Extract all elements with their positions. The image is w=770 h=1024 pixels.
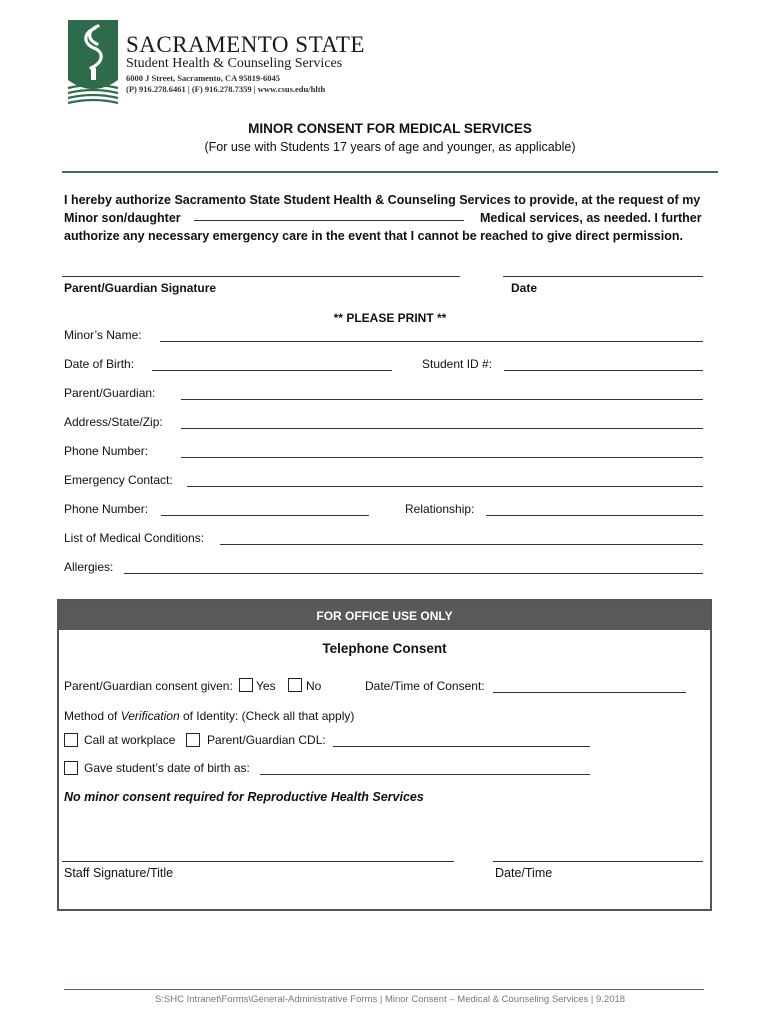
address-line-2: (P) 916.278.6461 | (F) 916.278.7359 | www.csus.edu/hlth: [126, 84, 326, 94]
gave-dob-field[interactable]: [260, 774, 590, 775]
consent-yes-label: Yes: [256, 679, 276, 693]
allergies-label: Allergies:: [64, 560, 114, 574]
verification-method-label: [64, 709, 354, 723]
telephone-consent-heading: Telephone Consent: [322, 641, 447, 656]
minor-name-inline-field[interactable]: [194, 220, 464, 221]
para-line-2: [64, 209, 714, 227]
staff-signature-label: Staff Signature/Title: [64, 866, 174, 880]
authorization-paragraph: [64, 191, 714, 245]
consent-no-label: No: [306, 679, 322, 693]
call-workplace-checkbox[interactable]: [64, 733, 78, 747]
para-line-1: I hereby authorize Sacramento State Student Health & Counseling Services to provide, at the request of my: [64, 193, 701, 207]
address-line-1: 6000 J Street, Sacramento, CA 95819-6045: [126, 73, 281, 83]
verification-prefix: Method of: [64, 709, 121, 723]
parent-signature-field[interactable]: [62, 276, 460, 277]
medical-conditions-field[interactable]: [220, 544, 703, 545]
minor-son-daughter-label: Minor son/daughter: [64, 211, 181, 225]
relationship-field[interactable]: [486, 515, 703, 516]
dob-label: Date of Birth:: [64, 357, 135, 371]
parent-signature-label: Parent/Guardian Signature: [64, 281, 217, 295]
form-title: MINOR CONSENT FOR MEDICAL SERVICES: [248, 121, 532, 136]
student-id-field[interactable]: [504, 370, 703, 371]
staff-signature-field[interactable]: [62, 861, 454, 862]
form-subtitle: (For use with Students 17 years of age and younger, as applicable): [204, 140, 576, 154]
gave-dob-checkbox[interactable]: [64, 761, 78, 775]
student-id-label: Student ID #:: [422, 357, 493, 371]
staff-datetime-field[interactable]: [493, 861, 703, 862]
please-print-heading: ** PLEASE PRINT **: [333, 311, 447, 325]
office-use-header: FOR OFFICE USE ONLY: [59, 601, 710, 630]
emergency-phone-field[interactable]: [161, 515, 369, 516]
sacramento-state-logo: [64, 18, 122, 106]
org-address: [126, 73, 325, 95]
emergency-contact-label: Emergency Contact:: [64, 473, 173, 487]
reproductive-health-note: No minor consent required for Reproductive Health Services: [64, 790, 424, 804]
org-name: SACRAMENTO STATE: [126, 32, 365, 57]
header-divider: [62, 171, 718, 173]
verification-suffix: of Identity: (Check all that apply): [179, 709, 355, 723]
allergies-field[interactable]: [124, 573, 703, 574]
medical-services-label: Medical services, as needed. I further: [480, 211, 702, 225]
dob-field[interactable]: [152, 370, 392, 371]
verification-italic: Verification: [120, 709, 180, 723]
consent-datetime-label: Date/Time of Consent:: [365, 679, 485, 693]
parent-cdl-label: Parent/Guardian CDL:: [207, 733, 326, 747]
consent-given-label: Parent/Guardian consent given:: [64, 679, 233, 693]
footer-divider: [64, 989, 704, 990]
minor-name-label: Minor’s Name:: [64, 328, 142, 342]
phone-field[interactable]: [181, 457, 703, 458]
emergency-phone-label: Phone Number:: [64, 502, 149, 516]
parent-guardian-label: Parent/Guardian:: [64, 386, 156, 400]
footer-path: S:SHC Intranet\Forms\General-Administrative Forms | Minor Consent – Medical & Counseling Services | 9.2018: [154, 994, 626, 1005]
staff-datetime-label: Date/Time: [495, 866, 553, 880]
consent-no-checkbox[interactable]: [288, 678, 302, 692]
parent-cdl-field[interactable]: [333, 746, 590, 747]
address-field[interactable]: [181, 428, 703, 429]
minor-name-field[interactable]: [160, 341, 703, 342]
medical-conditions-label: List of Medical Conditions:: [64, 531, 205, 545]
emergency-contact-field[interactable]: [187, 486, 703, 487]
para-line-3: authorize any necessary emergency care in the event that I cannot be reached to give direct permission.: [64, 229, 683, 243]
address-label: Address/State/Zip:: [64, 415, 163, 429]
gave-dob-label: Gave student’s date of birth as:: [84, 761, 250, 775]
signature-date-label: Date: [511, 281, 538, 295]
consent-yes-checkbox[interactable]: [239, 678, 253, 692]
parent-guardian-field[interactable]: [181, 399, 703, 400]
parent-cdl-checkbox[interactable]: [186, 733, 200, 747]
call-workplace-label: Call at workplace: [84, 733, 176, 747]
phone-label: Phone Number:: [64, 444, 149, 458]
relationship-label: Relationship:: [405, 502, 475, 516]
signature-date-field[interactable]: [503, 276, 703, 277]
consent-datetime-field[interactable]: [493, 692, 686, 693]
org-subtitle: Student Health & Counseling Services: [126, 56, 343, 71]
